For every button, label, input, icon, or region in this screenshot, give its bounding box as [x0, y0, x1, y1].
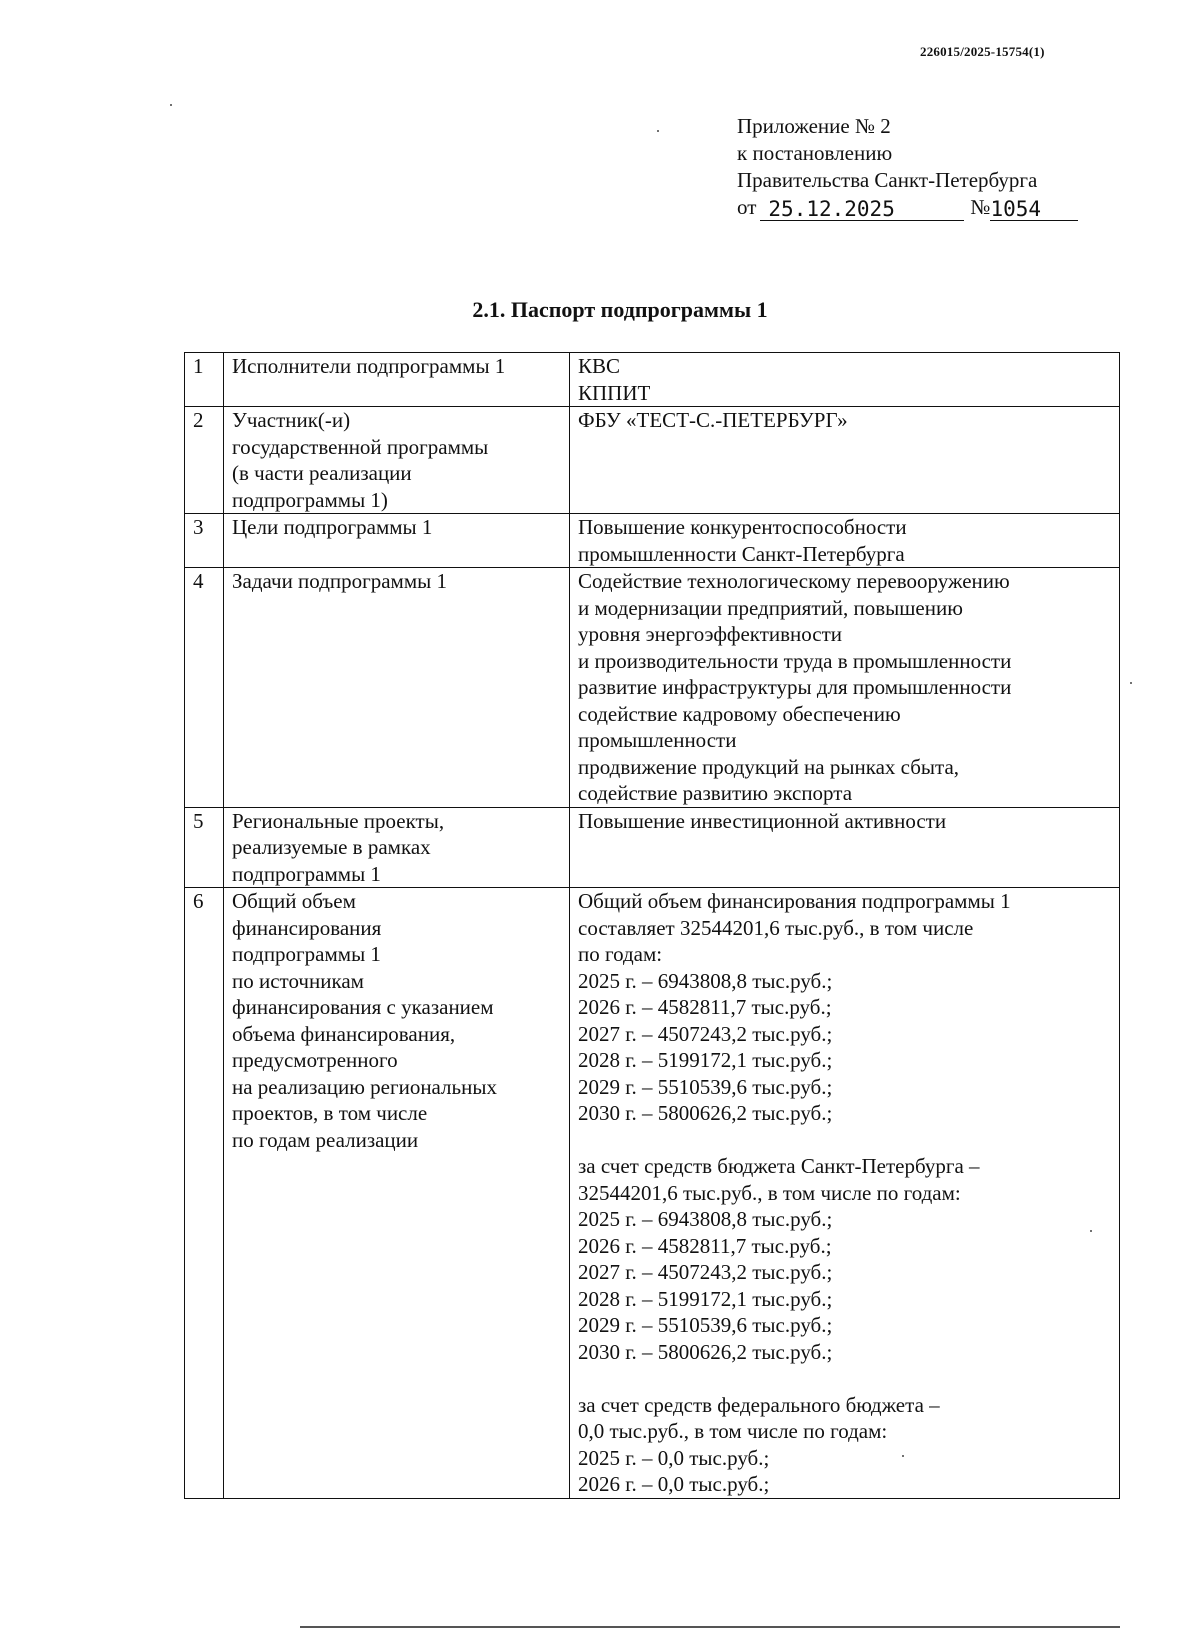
- value-line: 2029 г. – 5510539,6 тыс.руб.;: [578, 1313, 833, 1337]
- value-line: продвижение продукций на рынках сбыта,: [578, 754, 960, 779]
- decree-date: 25.12.2025: [760, 198, 964, 221]
- passport-row-2: [185, 407, 1120, 514]
- value-line: 2027 г. – 4507243,2 тыс.руб.;: [578, 1260, 833, 1284]
- passport-table-body: [185, 353, 1120, 1499]
- value-line: 2030 г. – 5800626,2 тыс.руб.;: [578, 1339, 833, 1364]
- label-line: подпрограммы 1: [232, 942, 381, 966]
- row-number: 1: [185, 353, 224, 407]
- value-line: Повышение инвестиционной активности: [578, 808, 947, 833]
- date-prefix: от: [737, 195, 757, 219]
- appendix-date-number-line: [737, 194, 1087, 221]
- value-line: 2025 г. – 6943808,8 тыс.руб.;: [578, 1207, 833, 1231]
- scan-speck: [1090, 1230, 1092, 1232]
- value-line: Содействие технологическому перевооружению: [578, 569, 1010, 593]
- value-line: по годам:: [578, 942, 663, 966]
- scan-speck: [902, 1455, 904, 1457]
- label-line: Участник(-и): [232, 408, 351, 432]
- document-registration-number: 226015/2025-15754(1): [920, 44, 1045, 59]
- value-line: 2025 г. – 6943808,8 тыс.руб.;: [578, 968, 833, 993]
- value-line: 2027 г. – 4507243,2 тыс.руб.;: [578, 1021, 833, 1046]
- row-value: [570, 407, 1120, 514]
- page-bottom-edge: [300, 1626, 1120, 1628]
- label-line: Общий объем: [232, 889, 356, 913]
- value-line: ФБУ «ТЕСТ-С.-ПЕТЕРБУРГ»: [578, 408, 848, 432]
- row-number: 4: [185, 568, 224, 808]
- scan-speck: [1130, 682, 1132, 684]
- label-line: финансирования с указанием: [232, 995, 494, 1019]
- value-line: за счет средств федерального бюджета –: [578, 1392, 940, 1417]
- appendix-block: [737, 113, 1087, 221]
- label-line: Региональные проекты,: [232, 808, 445, 833]
- label-line: Задачи подпрограммы 1: [232, 569, 447, 593]
- scan-speck: [170, 104, 172, 106]
- value-line: содействие развитию экспорта: [578, 781, 853, 805]
- row-value: [570, 514, 1120, 568]
- row-label: [224, 807, 570, 888]
- decree-number: 1054: [990, 198, 1078, 221]
- label-line: подпрограммы 1): [232, 487, 388, 512]
- row-value: [570, 807, 1120, 888]
- passport-row-4: [185, 568, 1120, 808]
- value-line: Повышение конкурентоспособности: [578, 515, 907, 539]
- row-value: [570, 353, 1120, 407]
- number-prefix: №: [970, 195, 991, 219]
- row-label: [224, 407, 570, 514]
- value-line: промышленности: [578, 728, 737, 752]
- value-line: и модернизации предприятий, повышению: [578, 595, 963, 620]
- blank-line: [578, 1365, 1113, 1392]
- label-line: предусмотренного: [232, 1048, 398, 1072]
- value-line: 2030 г. – 5800626,2 тыс.руб.;: [578, 1101, 833, 1125]
- section-title: 2.1. Паспорт подпрограммы 1: [472, 297, 768, 322]
- label-line: реализуемые в рамках: [232, 835, 431, 859]
- row-label: [224, 353, 570, 407]
- value-line: 32544201,6 тыс.руб., в том числе по годам:: [578, 1180, 961, 1205]
- label-line: Исполнители подпрограммы 1: [232, 354, 506, 378]
- row-number: 2: [185, 407, 224, 514]
- passport-row-3: [185, 514, 1120, 568]
- value-line: 2025 г. – 0,0 тыс.руб.;: [578, 1445, 770, 1470]
- value-line: составляет 32544201,6 тыс.руб., в том числе: [578, 915, 974, 940]
- label-line: на реализацию региональных: [232, 1074, 497, 1099]
- label-line: (в части реализации: [232, 461, 412, 485]
- row-number: 6: [185, 888, 224, 1499]
- appendix-issuer: Правительства Санкт-Петербурга: [737, 168, 1038, 192]
- subprogram-passport-table: [184, 352, 1120, 1499]
- value-line: развитие инфраструктуры для промышленности: [578, 675, 1012, 699]
- value-line: 2028 г. – 5199172,1 тыс.руб.;: [578, 1048, 833, 1072]
- value-line: содействие кадровому обеспечению: [578, 701, 901, 726]
- row-label: [224, 514, 570, 568]
- label-line: Цели подпрограммы 1: [232, 515, 433, 539]
- row-value: [570, 568, 1120, 808]
- blank-line: [578, 1127, 1113, 1154]
- value-line: уровня энергоэффективности: [578, 622, 843, 646]
- value-line: и производительности труда в промышленности: [578, 648, 1012, 673]
- passport-row-1: [185, 353, 1120, 407]
- appendix-title: Приложение № 2: [737, 114, 891, 138]
- label-line: подпрограммы 1: [232, 861, 381, 886]
- row-label: [224, 568, 570, 808]
- value-line: 2026 г. – 4582811,7 тыс.руб.;: [578, 995, 832, 1019]
- row-label: [224, 888, 570, 1499]
- value-line: 2029 г. – 5510539,6 тыс.руб.;: [578, 1074, 833, 1099]
- value-line: промышленности Санкт-Петербурга: [578, 541, 905, 566]
- value-line: КВС: [578, 354, 621, 378]
- row-number: 5: [185, 807, 224, 888]
- label-line: финансирования: [232, 915, 382, 940]
- passport-row-6: [185, 888, 1120, 1499]
- value-line: КППИТ: [578, 380, 651, 405]
- label-line: объема финансирования,: [232, 1021, 456, 1046]
- value-line: 2028 г. – 5199172,1 тыс.руб.;: [578, 1286, 833, 1311]
- scan-speck: [657, 130, 659, 132]
- value-line: 2026 г. – 0,0 тыс.руб.;: [578, 1472, 770, 1496]
- label-line: государственной программы: [232, 434, 489, 459]
- value-line: 0,0 тыс.руб., в том числе по годам:: [578, 1419, 888, 1443]
- label-line: проектов, в том числе: [232, 1101, 428, 1125]
- appendix-reference: к постановлению: [737, 141, 893, 165]
- value-line: 2026 г. – 4582811,7 тыс.руб.;: [578, 1233, 832, 1258]
- value-line: Общий объем финансирования подпрограммы 1: [578, 889, 1011, 913]
- label-line: по источникам: [232, 968, 364, 993]
- row-value: [570, 888, 1120, 1499]
- passport-row-5: [185, 807, 1120, 888]
- row-number: 3: [185, 514, 224, 568]
- label-line: по годам реализации: [232, 1127, 419, 1152]
- value-line: за счет средств бюджета Санкт-Петербурга –: [578, 1154, 980, 1178]
